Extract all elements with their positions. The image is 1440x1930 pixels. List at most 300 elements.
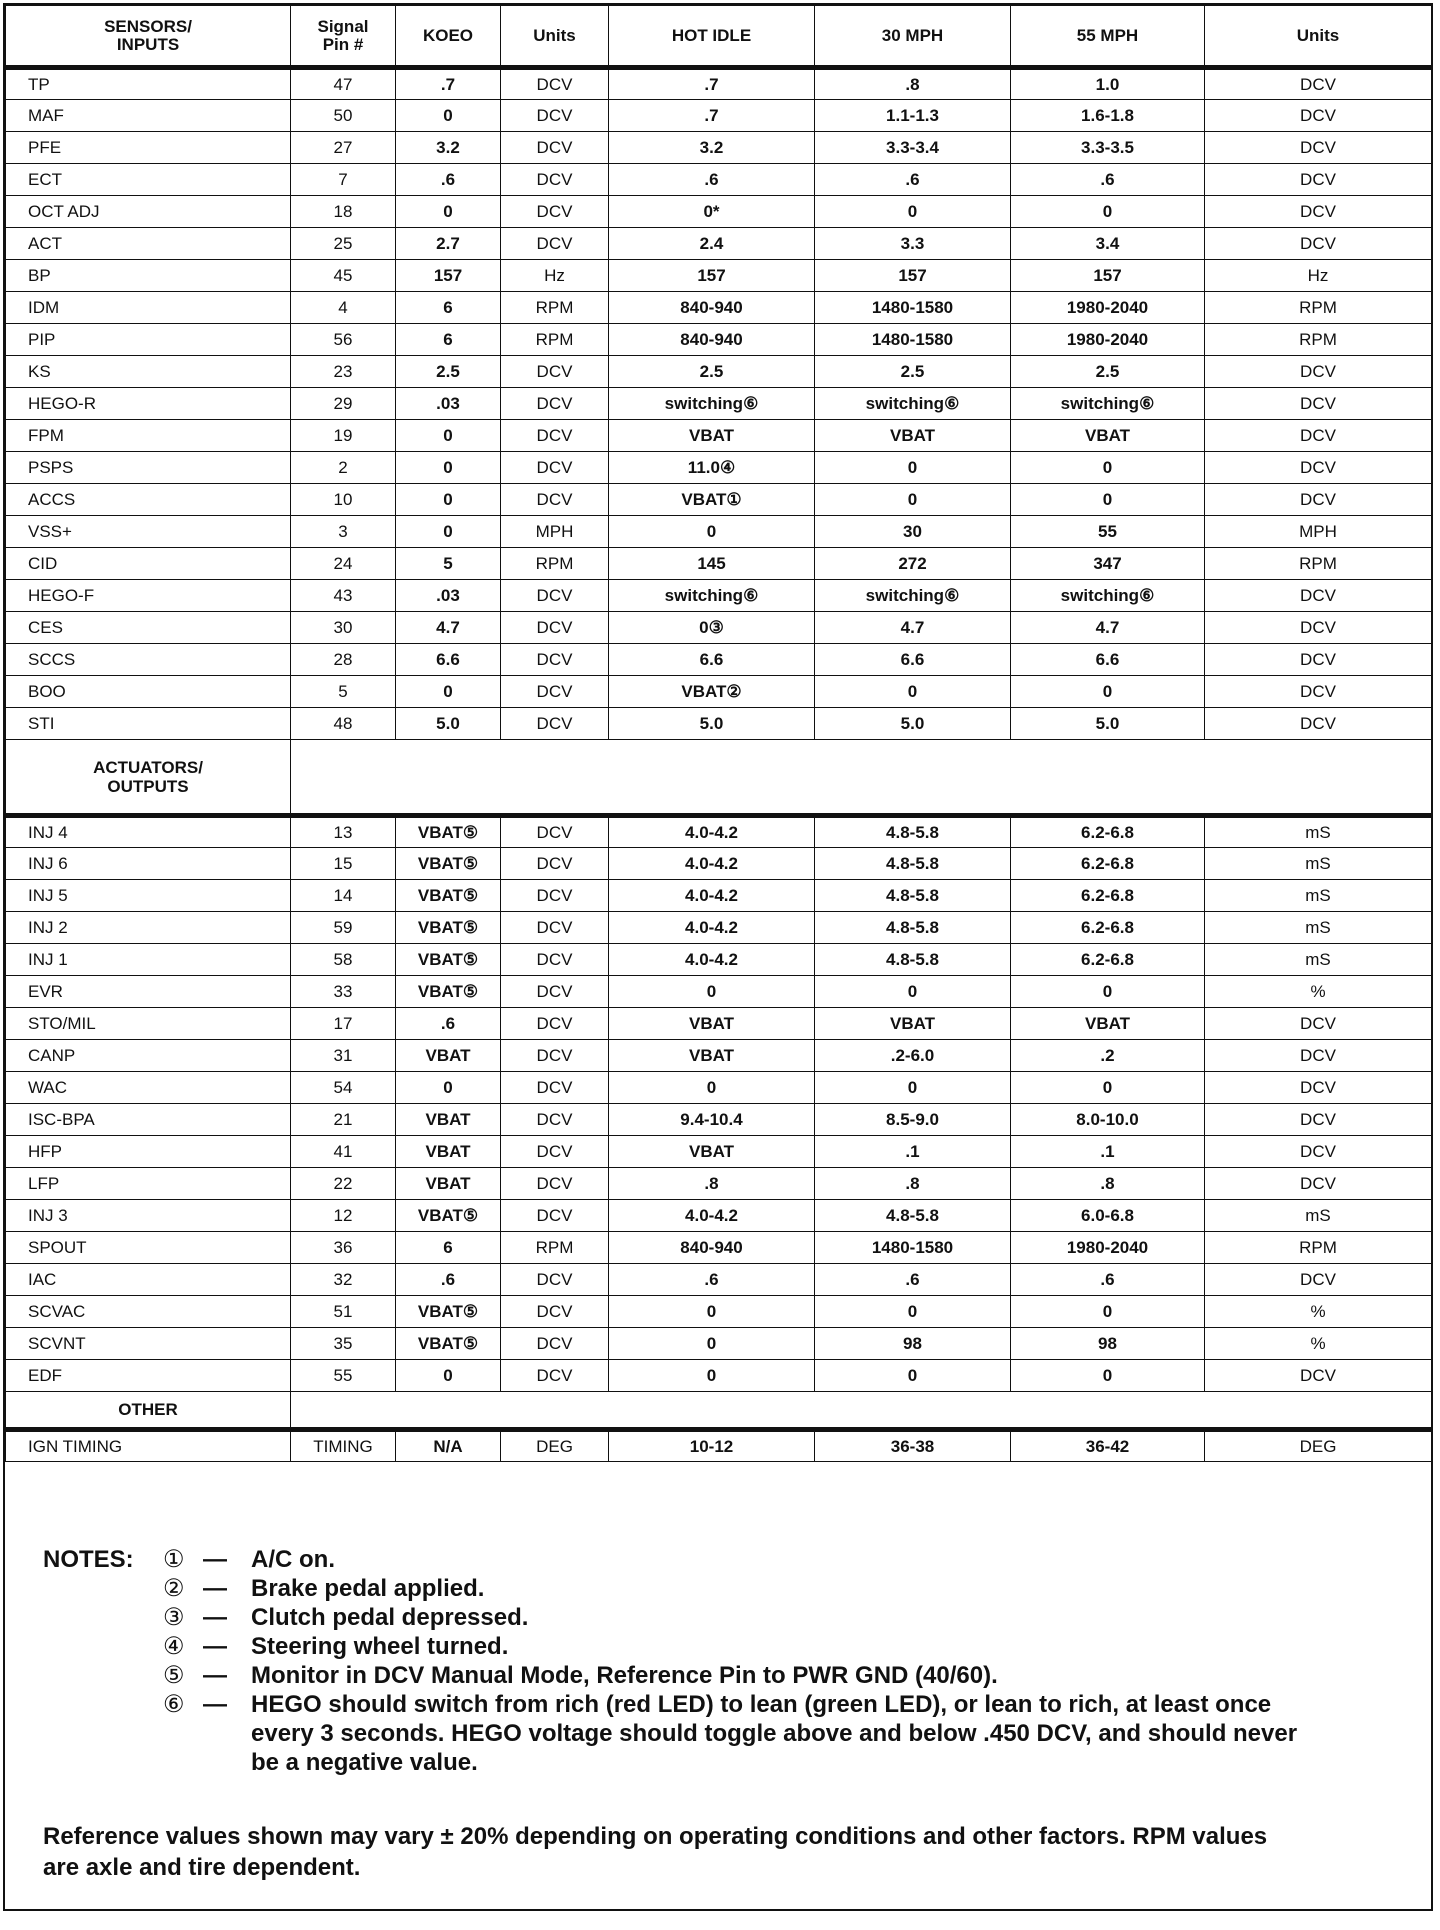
table-cell: .6 <box>1011 1264 1205 1296</box>
table-cell: .6 <box>1011 164 1205 196</box>
notes-section <box>43 1545 1403 1883</box>
table-cell: BOO <box>6 676 291 708</box>
table-cell: DCV <box>1205 1360 1432 1392</box>
table-cell: 6.6 <box>396 644 501 676</box>
table-cell: DCV <box>1205 164 1432 196</box>
table-cell: WAC <box>6 1072 291 1104</box>
table-cell: 5 <box>396 548 501 580</box>
table-cell: DCV <box>501 196 609 228</box>
table-cell: 27 <box>291 132 396 164</box>
table-cell: 12 <box>291 1200 396 1232</box>
table-cell: 19 <box>291 420 396 452</box>
table-cell: VBAT⑤ <box>396 944 501 976</box>
table-row <box>6 420 1432 452</box>
table-cell: DCV <box>1205 708 1432 740</box>
table-cell: VBAT⑤ <box>396 976 501 1008</box>
table-cell: 9.4-10.4 <box>609 1104 815 1136</box>
header-hot-idle: HOT IDLE <box>609 6 815 68</box>
section-empty-cell <box>291 1392 1432 1430</box>
table-cell: 157 <box>815 260 1011 292</box>
table-row <box>6 944 1432 976</box>
table-cell: VBAT <box>1011 1008 1205 1040</box>
table-cell: DCV <box>501 68 609 100</box>
table-cell: 0 <box>609 1296 815 1328</box>
table-cell: DCV <box>501 164 609 196</box>
table-cell: 28 <box>291 644 396 676</box>
table-cell: 1480-1580 <box>815 324 1011 356</box>
table-cell: 0 <box>815 484 1011 516</box>
table-cell: 45 <box>291 260 396 292</box>
table-cell: 4.8-5.8 <box>815 848 1011 880</box>
note-dash: — <box>203 1662 227 1689</box>
table-cell: 0 <box>396 196 501 228</box>
table-cell: FPM <box>6 420 291 452</box>
table-cell: KS <box>6 356 291 388</box>
table-cell: CES <box>6 612 291 644</box>
table-cell: mS <box>1205 912 1432 944</box>
table-cell: 2.5 <box>815 356 1011 388</box>
table-cell: 4.8-5.8 <box>815 880 1011 912</box>
table-cell: 2.5 <box>396 356 501 388</box>
table-cell: HEGO-R <box>6 388 291 420</box>
table-row <box>6 612 1432 644</box>
table-cell: INJ 4 <box>6 816 291 848</box>
table-cell: RPM <box>1205 1232 1432 1264</box>
table-row <box>6 644 1432 676</box>
note-dash: — <box>203 1633 227 1660</box>
table-cell: 31 <box>291 1040 396 1072</box>
table-cell: RPM <box>501 324 609 356</box>
table-cell: 0 <box>396 100 501 132</box>
section-empty-cell <box>291 740 1432 816</box>
table-cell: HEGO-F <box>6 580 291 612</box>
note-number: ③ <box>163 1604 185 1631</box>
table-cell: VBAT② <box>609 676 815 708</box>
note-dash: — <box>203 1604 227 1631</box>
table-cell: 0 <box>609 516 815 548</box>
table-cell: .8 <box>815 68 1011 100</box>
table-row <box>6 1040 1432 1072</box>
note-dash: — <box>203 1546 227 1573</box>
table-row <box>6 1136 1432 1168</box>
note-number: ① <box>163 1546 185 1573</box>
table-cell: VBAT <box>396 1104 501 1136</box>
table-cell: 54 <box>291 1072 396 1104</box>
table-row <box>6 484 1432 516</box>
table-cell: switching⑥ <box>815 580 1011 612</box>
table-cell: 51 <box>291 1296 396 1328</box>
note-text: HEGO should switch from rich (red LED) to lean (green LED), or lean to rich, at least once every 3 seconds. HEGO voltage should toggle above and below .450 DCV, and should never be a negative value. <box>251 1691 1298 1776</box>
table-cell: 5.0 <box>609 708 815 740</box>
table-cell: .6 <box>609 164 815 196</box>
table-cell: 8.0-10.0 <box>1011 1104 1205 1136</box>
table-cell: 5 <box>291 676 396 708</box>
note-dash: — <box>203 1575 227 1602</box>
table-cell: DCV <box>1205 68 1432 100</box>
table-cell: 50 <box>291 100 396 132</box>
table-cell: DCV <box>501 676 609 708</box>
table-cell: 0 <box>396 484 501 516</box>
table-cell: 6.6 <box>1011 644 1205 676</box>
table-row <box>6 228 1432 260</box>
table-cell: 4.8-5.8 <box>815 944 1011 976</box>
table-cell: % <box>1205 1328 1432 1360</box>
table-cell: DCV <box>501 612 609 644</box>
table-cell: RPM <box>501 548 609 580</box>
header-units-2: Units <box>1205 6 1432 68</box>
table-cell: 3.2 <box>609 132 815 164</box>
table-cell: RPM <box>1205 292 1432 324</box>
table-cell: 3.3-3.4 <box>815 132 1011 164</box>
table-cell: .6 <box>396 164 501 196</box>
section-header-row <box>6 740 1432 816</box>
note-item <box>43 1690 1403 1777</box>
table-cell: DCV <box>1205 388 1432 420</box>
table-cell: DCV <box>501 1168 609 1200</box>
table-cell: .6 <box>396 1008 501 1040</box>
table-cell: DCV <box>501 228 609 260</box>
table-row <box>6 816 1432 848</box>
section-label: OTHER <box>6 1392 291 1430</box>
table-row <box>6 880 1432 912</box>
table-cell: STI <box>6 708 291 740</box>
table-cell: IGN TIMING <box>6 1430 291 1462</box>
table-header-row <box>6 6 1432 68</box>
table-row <box>6 1296 1432 1328</box>
table-row <box>6 848 1432 880</box>
table-cell: DEG <box>501 1430 609 1462</box>
note-number: ⑤ <box>163 1662 185 1689</box>
table-cell: 29 <box>291 388 396 420</box>
table-cell: INJ 1 <box>6 944 291 976</box>
header-30-mph: 30 MPH <box>815 6 1011 68</box>
table-cell: DCV <box>501 484 609 516</box>
table-cell: 4.0-4.2 <box>609 880 815 912</box>
table-cell: DCV <box>501 1040 609 1072</box>
table-cell: VBAT <box>609 1040 815 1072</box>
table-cell: SCVAC <box>6 1296 291 1328</box>
table-cell: DCV <box>501 388 609 420</box>
table-cell: 18 <box>291 196 396 228</box>
table-cell: DCV <box>1205 452 1432 484</box>
table-cell: DCV <box>1205 580 1432 612</box>
table-cell: 4.8-5.8 <box>815 912 1011 944</box>
table-cell: TIMING <box>291 1430 396 1462</box>
table-cell: 55 <box>1011 516 1205 548</box>
table-cell: 17 <box>291 1008 396 1040</box>
section-header-row <box>6 1392 1432 1430</box>
table-cell: .8 <box>609 1168 815 1200</box>
table-row <box>6 1232 1432 1264</box>
table-cell: 0 <box>815 976 1011 1008</box>
table-cell: 6.2-6.8 <box>1011 816 1205 848</box>
table-cell: DCV <box>1205 356 1432 388</box>
table-row <box>6 1072 1432 1104</box>
table-cell: 55 <box>291 1360 396 1392</box>
table-cell: RPM <box>1205 324 1432 356</box>
table-cell: 35 <box>291 1328 396 1360</box>
table-cell: 3.2 <box>396 132 501 164</box>
table-cell: VBAT⑤ <box>396 880 501 912</box>
table-cell: 6.6 <box>815 644 1011 676</box>
table-cell: 0 <box>609 1072 815 1104</box>
note-number: ② <box>163 1575 185 1602</box>
table-row <box>6 1430 1432 1462</box>
table-row <box>6 196 1432 228</box>
table-row <box>6 292 1432 324</box>
table-cell: .7 <box>396 68 501 100</box>
table-cell: .2 <box>1011 1040 1205 1072</box>
table-cell: 98 <box>1011 1328 1205 1360</box>
table-cell: DCV <box>501 1200 609 1232</box>
table-cell: DCV <box>1205 1008 1432 1040</box>
table-row <box>6 1360 1432 1392</box>
table-cell: VBAT① <box>609 484 815 516</box>
table-cell: Hz <box>501 260 609 292</box>
table-cell: 4.0-4.2 <box>609 1200 815 1232</box>
table-cell: 157 <box>1011 260 1205 292</box>
table-cell: 0 <box>815 1360 1011 1392</box>
table-cell: 6.2-6.8 <box>1011 944 1205 976</box>
table-cell: DCV <box>501 1360 609 1392</box>
table-cell: EDF <box>6 1360 291 1392</box>
table-cell: DCV <box>501 356 609 388</box>
table-cell: RPM <box>501 292 609 324</box>
table-cell: DCV <box>501 1008 609 1040</box>
table-cell: DCV <box>501 132 609 164</box>
table-cell: MPH <box>1205 516 1432 548</box>
table-cell: 98 <box>815 1328 1011 1360</box>
table-cell: .6 <box>609 1264 815 1296</box>
table-cell: .1 <box>815 1136 1011 1168</box>
table-cell: 1480-1580 <box>815 1232 1011 1264</box>
table-row <box>6 1008 1432 1040</box>
table-cell: 14 <box>291 880 396 912</box>
table-cell: 24 <box>291 548 396 580</box>
table-row <box>6 976 1432 1008</box>
table-cell: ISC-BPA <box>6 1104 291 1136</box>
table-cell: Hz <box>1205 260 1432 292</box>
table-cell: HFP <box>6 1136 291 1168</box>
table-cell: DCV <box>1205 100 1432 132</box>
table-cell: DCV <box>501 816 609 848</box>
table-cell: 5.0 <box>1011 708 1205 740</box>
table-cell: 0 <box>815 1296 1011 1328</box>
table-cell: DCV <box>1205 484 1432 516</box>
table-cell: 22 <box>291 1168 396 1200</box>
table-cell: 1.0 <box>1011 68 1205 100</box>
table-cell: DCV <box>501 708 609 740</box>
table-row <box>6 132 1432 164</box>
table-cell: .6 <box>815 1264 1011 1296</box>
section-label: ACTUATORS/ OUTPUTS <box>6 740 291 816</box>
table-cell: 2 <box>291 452 396 484</box>
reference-values-table <box>5 5 1432 1462</box>
table-cell: 56 <box>291 324 396 356</box>
table-cell: 10 <box>291 484 396 516</box>
table-cell: DCV <box>501 912 609 944</box>
table-cell: 0 <box>815 676 1011 708</box>
table-cell: VBAT⑤ <box>396 912 501 944</box>
table-cell: IAC <box>6 1264 291 1296</box>
table-cell: 30 <box>815 516 1011 548</box>
table-cell: VBAT <box>396 1168 501 1200</box>
table-cell: 23 <box>291 356 396 388</box>
table-cell: 0 <box>1011 1296 1205 1328</box>
table-cell: DCV <box>501 976 609 1008</box>
table-cell: LFP <box>6 1168 291 1200</box>
table-cell: 36 <box>291 1232 396 1264</box>
table-cell: 36-42 <box>1011 1430 1205 1462</box>
note-item <box>43 1661 1403 1690</box>
note-text: Monitor in DCV Manual Mode, Reference Pin to PWR GND (40/60). <box>251 1662 998 1689</box>
table-cell: VBAT <box>396 1136 501 1168</box>
table-cell: ACCS <box>6 484 291 516</box>
table-cell: 0 <box>1011 676 1205 708</box>
table-cell: SCVNT <box>6 1328 291 1360</box>
table-cell: 1.1-1.3 <box>815 100 1011 132</box>
table-cell: 36-38 <box>815 1430 1011 1462</box>
table-cell: DCV <box>1205 420 1432 452</box>
header-55-mph: 55 MPH <box>1011 6 1205 68</box>
table-cell: % <box>1205 1296 1432 1328</box>
table-cell: VBAT <box>815 1008 1011 1040</box>
table-cell: 41 <box>291 1136 396 1168</box>
table-cell: VBAT <box>396 1040 501 1072</box>
table-row <box>6 912 1432 944</box>
table-cell: mS <box>1205 944 1432 976</box>
table-cell: 4.8-5.8 <box>815 1200 1011 1232</box>
table-cell: DCV <box>501 944 609 976</box>
table-cell: OCT ADJ <box>6 196 291 228</box>
table-cell: 0 <box>609 1328 815 1360</box>
table-cell: 4.7 <box>1011 612 1205 644</box>
table-cell: VBAT <box>609 1136 815 1168</box>
table-cell: DCV <box>1205 676 1432 708</box>
table-cell: DCV <box>501 1328 609 1360</box>
table-cell: .8 <box>815 1168 1011 1200</box>
table-row <box>6 516 1432 548</box>
table-cell: INJ 5 <box>6 880 291 912</box>
table-cell: SCCS <box>6 644 291 676</box>
table-cell: PIP <box>6 324 291 356</box>
table-cell: 272 <box>815 548 1011 580</box>
document-page <box>3 3 1433 1911</box>
table-cell: SPOUT <box>6 1232 291 1264</box>
table-cell: 0 <box>396 420 501 452</box>
table-cell: INJ 6 <box>6 848 291 880</box>
table-cell: DCV <box>501 580 609 612</box>
header-signal-pin: Signal Pin # <box>291 6 396 68</box>
table-cell: switching⑥ <box>609 388 815 420</box>
table-cell: IDM <box>6 292 291 324</box>
table-cell: DCV <box>1205 1168 1432 1200</box>
table-cell: DCV <box>1205 612 1432 644</box>
table-cell: 32 <box>291 1264 396 1296</box>
table-cell: 0③ <box>609 612 815 644</box>
note-text: Steering wheel turned. <box>251 1633 509 1660</box>
table-cell: 6.2-6.8 <box>1011 912 1205 944</box>
table-cell: INJ 2 <box>6 912 291 944</box>
table-cell: 0 <box>396 676 501 708</box>
table-cell: 0 <box>1011 976 1205 1008</box>
table-cell: INJ 3 <box>6 1200 291 1232</box>
table-cell: 0 <box>396 1360 501 1392</box>
table-cell: DCV <box>1205 132 1432 164</box>
table-cell: 0 <box>1011 196 1205 228</box>
table-row <box>6 708 1432 740</box>
note-item <box>43 1632 1403 1661</box>
table-row <box>6 260 1432 292</box>
table-cell: DCV <box>501 1072 609 1104</box>
table-cell: 4.0-4.2 <box>609 816 815 848</box>
table-cell: 157 <box>396 260 501 292</box>
table-cell: 0 <box>609 1360 815 1392</box>
table-cell: 840-940 <box>609 1232 815 1264</box>
table-cell: DCV <box>501 420 609 452</box>
table-cell: .2-6.0 <box>815 1040 1011 1072</box>
table-cell: 0 <box>1011 484 1205 516</box>
header-koeo: KOEO <box>396 6 501 68</box>
table-cell: DEG <box>1205 1430 1432 1462</box>
table-cell: .6 <box>396 1264 501 1296</box>
table-cell: DCV <box>1205 1072 1432 1104</box>
table-cell: DCV <box>1205 1136 1432 1168</box>
table-cell: 3 <box>291 516 396 548</box>
table-cell: 6.2-6.8 <box>1011 880 1205 912</box>
table-cell: 30 <box>291 612 396 644</box>
table-cell: 0 <box>1011 452 1205 484</box>
table-cell: 1.6-1.8 <box>1011 100 1205 132</box>
table-cell: 2.7 <box>396 228 501 260</box>
table-cell: .03 <box>396 388 501 420</box>
table-cell: mS <box>1205 816 1432 848</box>
table-row <box>6 1328 1432 1360</box>
table-cell: CANP <box>6 1040 291 1072</box>
table-cell: 1980-2040 <box>1011 292 1205 324</box>
table-row <box>6 68 1432 100</box>
table-cell: switching⑥ <box>815 388 1011 420</box>
table-cell: VBAT⑤ <box>396 816 501 848</box>
table-cell: 4.0-4.2 <box>609 848 815 880</box>
table-cell: 0 <box>396 1072 501 1104</box>
table-cell: 0 <box>396 452 501 484</box>
reference-note: Reference values shown may vary ± 20% depending on operating conditions and other factors. RPM values are axle and tire dependent. <box>43 1823 1268 1881</box>
table-cell: 2.5 <box>1011 356 1205 388</box>
table-cell: 43 <box>291 580 396 612</box>
table-cell: 21 <box>291 1104 396 1136</box>
table-cell: BP <box>6 260 291 292</box>
table-cell: STO/MIL <box>6 1008 291 1040</box>
note-text: Brake pedal applied. <box>251 1575 485 1602</box>
table-cell: 13 <box>291 816 396 848</box>
table-cell: DCV <box>1205 1264 1432 1296</box>
table-cell: 58 <box>291 944 396 976</box>
table-cell: DCV <box>501 100 609 132</box>
table-cell: switching⑥ <box>1011 388 1205 420</box>
table-cell: mS <box>1205 880 1432 912</box>
table-cell: DCV <box>1205 1040 1432 1072</box>
table-cell: mS <box>1205 1200 1432 1232</box>
table-cell: % <box>1205 976 1432 1008</box>
table-cell: TP <box>6 68 291 100</box>
table-cell: .8 <box>1011 1168 1205 1200</box>
table-cell: 0 <box>396 516 501 548</box>
table-cell: MPH <box>501 516 609 548</box>
table-cell: .1 <box>1011 1136 1205 1168</box>
note-number: ④ <box>163 1633 185 1660</box>
note-item <box>43 1603 1403 1632</box>
